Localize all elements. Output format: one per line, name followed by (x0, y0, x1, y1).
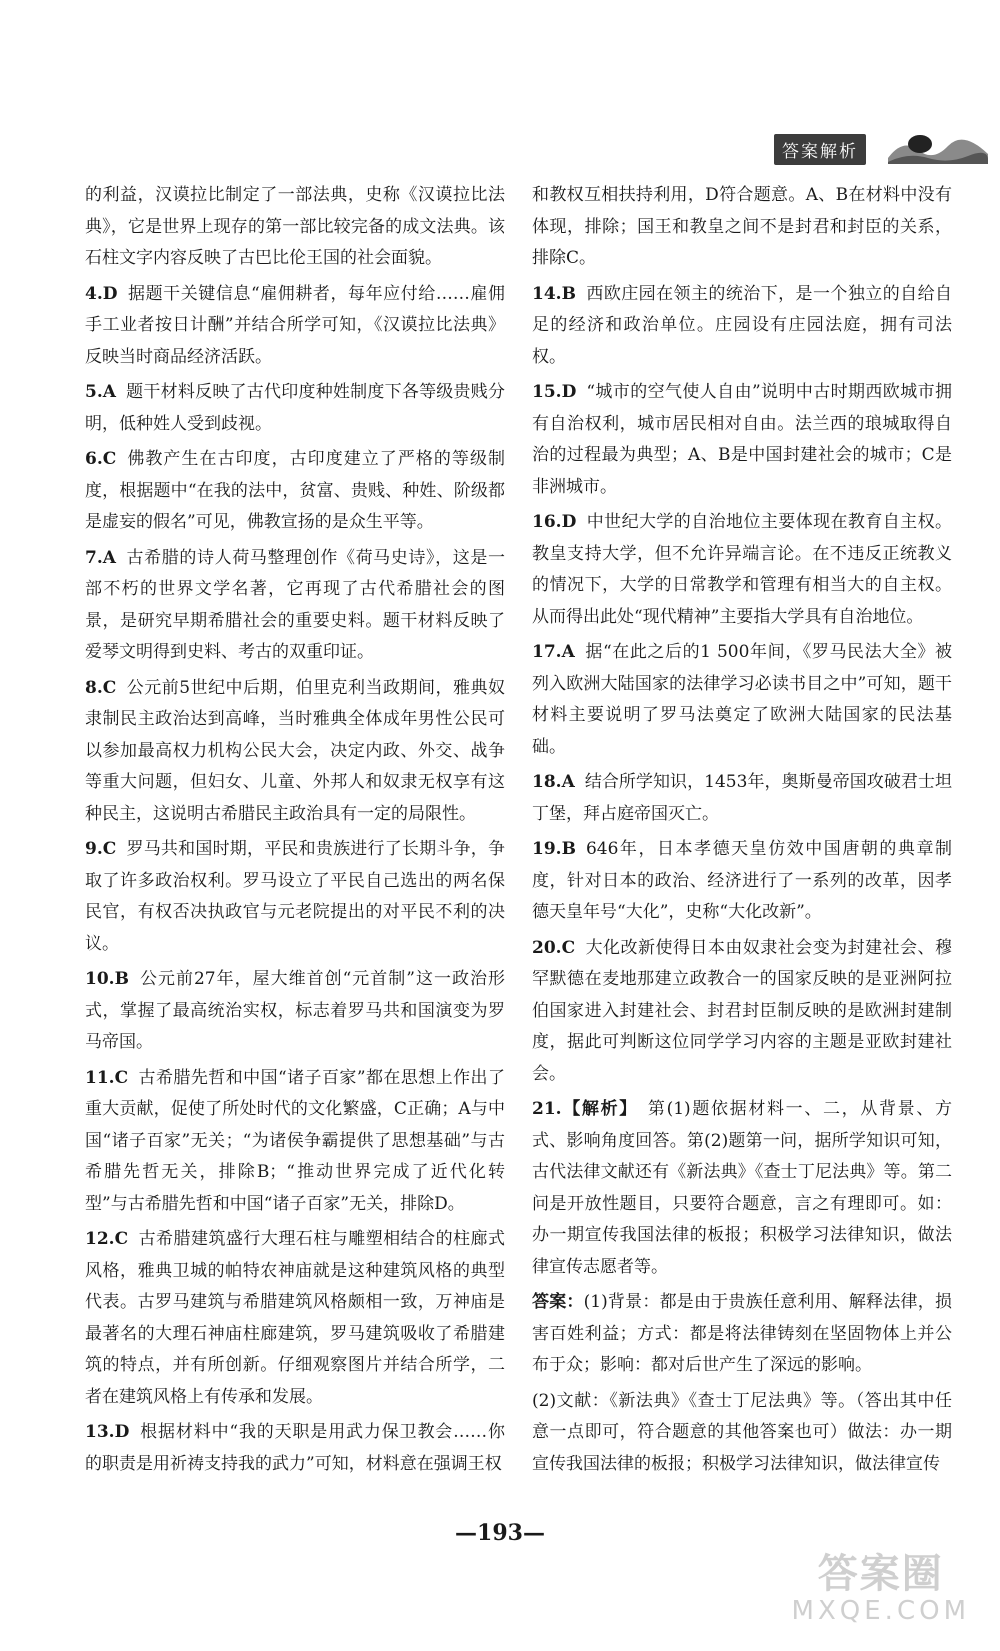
answer-explanation: 古希腊建筑盛行大理石柱与雕塑相结合的柱廊式风格，雅典卫城的帕特农神庙就是这种建筑风格的典型代表。古罗马建筑与希腊建筑风格颇相一致，万神庙是最著名的大理石神庙柱廊建筑，罗马建筑吸收了希腊建筑的特点，并有所创新。仔细观察图片并结合所学，二者在建筑风格上有传承和发展。 (85, 1229, 505, 1407)
question-number: 5.A (85, 382, 116, 402)
answer-explanation: 佛教产生在古印度，古印度建立了严格的等级制度，根据题中“在我的法中，贫富、贵贱、种姓、阶级都是虚妄的假名”可见，佛教宣扬的是众生平等。 (85, 449, 505, 532)
question-number: 10.B (85, 969, 129, 989)
header-badge: 答案解析 (774, 134, 866, 165)
answer-explanation: 古希腊先哲和中国“诸子百家”都在思想上作出了重大贡献，促使了所处时代的文化繁盛，C正确；A与中国“诸子百家”无关；“为诸侯争霸提供了思想基础”与古希腊先哲无关，排除B；“推动世界完成了近代化转型”与古希腊先哲和中国“诸子百家”无关，排除D。 (85, 1067, 505, 1214)
answer-item (85, 964, 505, 1059)
question-number: 20.C (532, 937, 576, 958)
answer-explanation: 据题干关键信息“雇佣耕者，每年应付给……雇佣手工业者按日计酬”并结合所学可知，《汉谟拉比法典》反映当时商品经济活跃。 (85, 283, 505, 367)
page-number: —193— (455, 1520, 545, 1546)
question-number: 7.A (85, 547, 116, 568)
question-number: 18.A (532, 772, 575, 792)
answer-item (532, 377, 952, 503)
answer-item (532, 507, 952, 633)
landscape-ornament-icon (888, 128, 988, 164)
answer-item (85, 279, 505, 374)
watermark-text: 答案圈 (817, 1551, 944, 1597)
answer-explanation: 大化改新使得日本由奴隶社会变为封建社会、穆罕默德在麦地那建立政教合一的国家反映的是亚洲阿拉伯国家进入封建社会、封君封臣制反映的是欧洲封建制度，据此可判断这位同学学习内容的主题是亚欧封建社会。 (532, 937, 952, 1084)
section-header (760, 120, 1000, 180)
question-number: 8.C (85, 677, 117, 698)
answer-text: (1)背景：都是由于贵族任意利用、解释法律，损害百姓利益；方式：都是将法律铸刻在坚固物体上并公布于众；影响：都对后世产生了深远的影响。 (532, 1292, 952, 1375)
answer-explanation: 公元前5世纪中后期，伯里克利当政期间，雅典奴隶制民主政治达到高峰，当时雅典全体成年男性公民可以参加最高权力机构公民大会，决定内政、外交、战争等重大问题，但妇女、儿童、外邦人和奴隶无权享有这种民主，这说明古希腊民主政治具有一定的局限性。 (85, 677, 505, 824)
watermark-logo (792, 1552, 970, 1626)
answer-explanation: 题干材料反映了古代印度种姓制度下各等级贵贱分明，低种姓人受到歧视。 (85, 382, 505, 434)
left-column (85, 180, 505, 1484)
answer-item (85, 673, 505, 831)
answer-text-2: (2)文献：《新法典》《查士丁尼法典》等。（答出其中任意一点即可，符合题意的其他答案也可）做法：办一期宣传我国法律的板报；积极学习法律知识，做法律宣传 (532, 1390, 952, 1474)
answer-explanation: 古希腊的诗人荷马整理创作《荷马史诗》，这是一部不朽的世界文学名著，它再现了古代希腊社会的图景，是研究早期希腊社会的重要史料。题干材料反映了爱琴文明得到史料、考古的双重印证。 (85, 547, 505, 662)
question-number: 19.B (532, 839, 576, 859)
answer-explanation: 中世纪大学的自治地位主要体现在教育自主权。教皇支持大学，但不允许异端言论。在不违反正统教义的情况下，大学的日常教学和管理有相当大的自主权。从而得出此处“现代精神”主要指大学具有自治地位。 (532, 512, 952, 627)
answer-explanation: 根据材料中“我的天职是用武力保卫教会……你的职责是用祈祷支持我的武力”可知，材料意在强调王权 (85, 1422, 505, 1474)
question-number: 15.D (532, 382, 577, 402)
answer-explanation: 第(1)题依据材料一、二，从背景、方式、影响角度回答。第(2)题第一问，据所学知识可知，古代法律文献还有《新法典》《查士丁尼法典》等。第二问是开放性题目，只要符合题意，言之有理即可。如：办一期宣传我国法律的板报；积极学习法律知识，做法律宣传志愿者等。 (532, 1099, 952, 1277)
question-number: 11.C (85, 1067, 129, 1088)
question-number: 17.A (532, 642, 575, 662)
question-number: 21.【解析】 (532, 1099, 638, 1119)
answer-explanation: 罗马共和国时期，平民和贵族进行了长期斗争，争取了许多政治权利。罗马设立了平民自己选出的两名保民官，有权否决执政官与元老院提出的对平民不利的决议。 (85, 839, 505, 954)
question-number: 14.B (532, 283, 576, 304)
answer-block (532, 1287, 952, 1382)
answer-explanation: 据“在此之后的1 500年间，《罗马民法大全》被列入欧洲大陆国家的法律学习必读书目之中”可知，题干材料主要说明了罗马法奠定了欧洲大陆国家的民法基础。 (532, 642, 952, 757)
question-number: 9.C (85, 839, 117, 859)
answer-item (532, 933, 952, 1091)
answer-item (85, 1224, 505, 1413)
answer-list (532, 279, 952, 1284)
answer-explanation: 西欧庄园在领主的统治下，是一个独立的自给自足的经济和政治单位。庄园设有庄园法庭，拥有司法权。 (532, 283, 952, 367)
question-number: 12.C (85, 1229, 129, 1249)
answer-item (532, 279, 952, 374)
answer-item (85, 834, 505, 960)
answer-item (532, 1094, 952, 1283)
question-number: 4.D (85, 283, 118, 304)
continued-text: 和教权互相扶持利用，D符合题意。A、B在材料中没有体现，排除；国王和教皇之间不是封君和封臣的关系，排除C。 (532, 185, 952, 268)
answer-item (85, 1063, 505, 1221)
answer-explanation: 公元前27年，屋大维首创“元首制”这一政治形式，掌握了最高统治实权，标志着罗马共和国演变为罗马帝国。 (85, 969, 505, 1052)
answer-item (532, 834, 952, 929)
answer-item (532, 767, 952, 830)
right-column (532, 180, 952, 1484)
answer-item (532, 637, 952, 763)
answer-explanation: 结合所学知识，1453年，奥斯曼帝国攻破君士坦丁堡，拜占庭帝国灭亡。 (532, 772, 952, 824)
answer-label: 答案： (532, 1292, 584, 1312)
answer-item (85, 543, 505, 669)
answer-explanation: “城市的空气使人自由”说明中古时期西欧城市拥有自治权利，城市居民相对自由。法兰西的琅城取得自治的过程最为典型；A、B是中国封建社会的城市；C是非洲城市。 (532, 382, 952, 497)
answer-item (85, 377, 505, 440)
answer-item (85, 444, 505, 539)
answer-list (85, 279, 505, 1481)
watermark-url: MXQE.COM (791, 1596, 970, 1626)
continued-text: 的利益，汉谟拉比制定了一部法典，史称《汉谟拉比法典》，它是世界上现存的第一部比较完备的成文法典。该石柱文字内容反映了古巴比伦王国的社会面貌。 (85, 185, 505, 268)
question-number: 13.D (85, 1422, 130, 1442)
answer-item (85, 1417, 505, 1480)
answer-explanation: 646年，日本孝德天皇仿效中国唐朝的典章制度，针对日本的政治、经济进行了一系列的改革，因孝德天皇年号“大化”，史称“大化改新”。 (532, 839, 952, 922)
question-number: 6.C (85, 449, 117, 469)
question-number: 16.D (532, 512, 577, 532)
